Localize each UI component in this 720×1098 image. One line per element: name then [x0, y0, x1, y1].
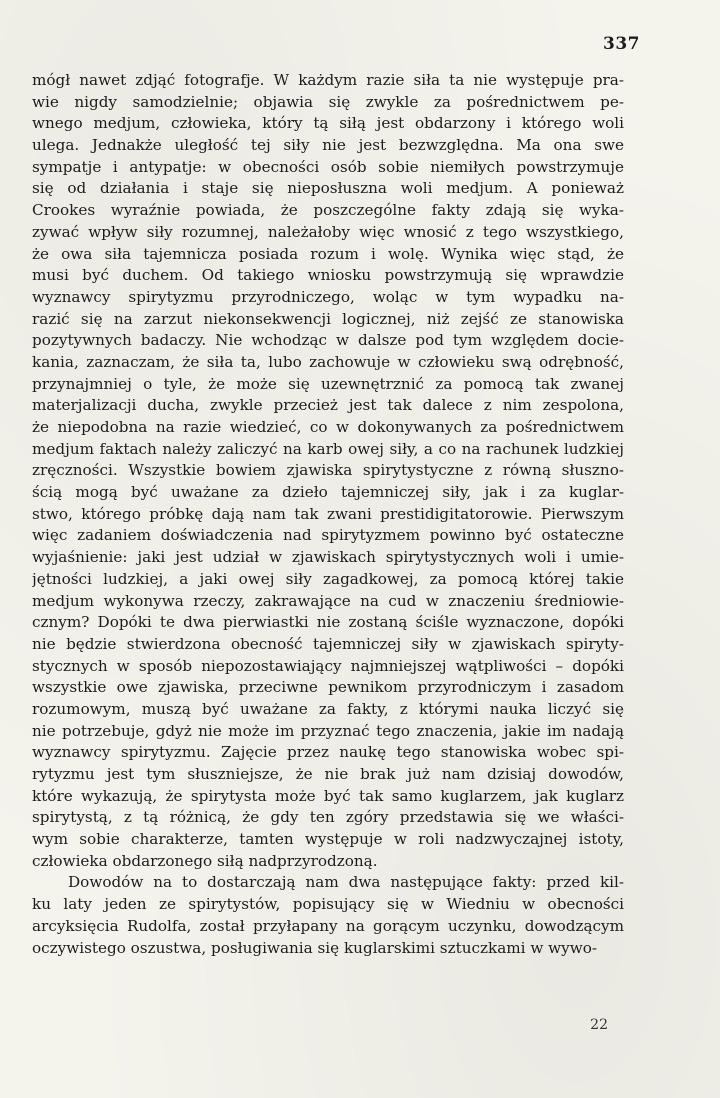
text-line: razić się na zarzut niekonsekwencji logicznej, niż zejść ze stanowiska	[32, 309, 624, 328]
text-line: Crookes wyraźnie powiada, że poszczególne fakty zdają się wyka-	[32, 201, 624, 220]
text-line: wie nigdy samodzielnie; objawia się zwykle za pośrednictwem pe-	[32, 92, 624, 111]
text-line: jętności ludzkiej, a jaki owej siły zagadkowej, za pomocą której takie	[32, 569, 624, 588]
text-line: wyznawcy spirytyzmu przyrodniczego, woląc w tym wypadku na-	[32, 287, 624, 306]
printer-signature-mark: 22	[590, 1017, 608, 1033]
text-line: wym sobie charakterze, tamten występuje w roli nadzwyczajnej istoty,	[32, 830, 624, 849]
text-line: pozytywnych badaczy. Nie wchodząc w dalsze pod tym względem docie-	[32, 331, 624, 350]
text-line: oczywistego oszustwa, posługiwania się kuglarskimi sztuczkami w wywo-	[32, 938, 598, 957]
text-line: zręczności. Wszystkie bowiem zjawiska spirytystyczne z równą słuszno-	[32, 461, 624, 480]
text-line: zywać wpływ siły rozumnej, należałoby więc wnosić z tego wszystkiego,	[32, 222, 624, 241]
text-line: medjum faktach należy zaliczyć na karb owej siły, a co na rachunek ludzkiej	[32, 439, 624, 458]
paragraph	[32, 872, 624, 959]
text-line: musi być duchem. Od takiego wniosku powstrzymują się wprawdzie	[32, 266, 624, 285]
text-line: ścią mogą być uważane za dzieło tajemniczej siły, jak i za kuglar-	[32, 483, 624, 502]
text-line: nie potrzebuje, gdyż nie może im przyznać tego znaczenia, jakie im nadają	[32, 721, 624, 740]
text-line: rozumowym, muszą być uważane za fakty, z którymi nauka liczyć się	[32, 699, 624, 718]
text-line: ulega. Jednakże uległość tej siły nie jest bezwzględna. Ma ona swe	[32, 136, 624, 155]
text-line: sympatje i antypatje: w obecności osób sobie niemiłych powstrzymuje	[32, 157, 624, 176]
body-text	[32, 70, 624, 959]
text-line: że owa siła tajemnicza posiada rozum i wolę. Wynika więc stąd, że	[32, 244, 624, 263]
text-line: materjalizacji ducha, zwykle przecież jest tak dalece z nim zespolona,	[32, 396, 624, 415]
page-number: 337	[603, 34, 640, 54]
text-line: które wykazują, że spirytysta może być tak samo kuglarzem, jak kuglarz	[32, 786, 624, 805]
paragraph	[32, 70, 624, 872]
text-line: nie będzie stwierdzona obecność tajemniczej siły w zjawiskach spiryty-	[32, 634, 624, 653]
text-line: więc zadaniem doświadczenia nad spirytyzmem powinno być ostateczne	[32, 526, 624, 545]
text-line: się od działania i staje się nieposłuszna woli medjum. A ponieważ	[32, 179, 624, 198]
text-line: że niepodobna na razie wiedzieć, co w dokonywanych za pośrednictwem	[32, 418, 624, 436]
text-line: przynajmniej o tyle, że może się uzewnętrznić za pomocą tak zwanej	[32, 374, 624, 393]
text-line: spirytystą, z tą różnicą, że gdy ten zgóry przedstawia się we właści-	[32, 808, 624, 827]
text-line: rytyzmu jest tym słuszniejsze, że nie brak już nam dzisiaj dowodów,	[32, 765, 624, 783]
text-line: wyznawcy spirytyzmu. Zajęcie przez naukę tego stanowiska wobec spi-	[32, 743, 624, 762]
text-line: człowieka obdarzonego siłą nadprzyrodzoną.	[32, 851, 378, 870]
text-line: wyjaśnienie: jaki jest udział w zjawiskach spirytystycznych woli i umie-	[32, 548, 624, 567]
text-line: wszystkie owe zjawiska, przeciwne pewnikom przyrodniczym i zasadom	[32, 678, 624, 697]
text-line: wnego medjum, człowieka, który tą siłą jest obdarzony i którego woli	[32, 114, 624, 133]
text-line: Dowodów na to dostarczają nam dwa następujące fakty: przed kil-	[68, 873, 624, 892]
text-line: ku laty jeden ze spirytystów, popisujący się w Wiedniu w obecności	[32, 895, 624, 914]
text-line: stwo, którego próbkę dają nam tak zwani prestidigitatorowie. Pierwszym	[32, 504, 624, 523]
text-line: mógł nawet zdjąć fotografje. W każdym razie siła ta nie występuje pra-	[32, 71, 624, 89]
text-line: kania, zaznaczam, że siła ta, lubo zachowuje w człowieku swą odrębność,	[32, 352, 624, 371]
text-line: medjum wykonywa rzeczy, zakrawające na cud w znaczeniu średniowie-	[32, 591, 624, 610]
text-line: stycznych w sposób niepozostawiający najmniejszej wątpliwości – dopóki	[32, 656, 624, 675]
text-line: cznym? Dopóki te dwa pierwiastki nie zostaną ściśle wyznaczone, dopóki	[32, 613, 624, 632]
text-line: arcyksięcia Rudolfa, został przyłapany na gorącym uczynku, dowodzącym	[32, 916, 624, 935]
